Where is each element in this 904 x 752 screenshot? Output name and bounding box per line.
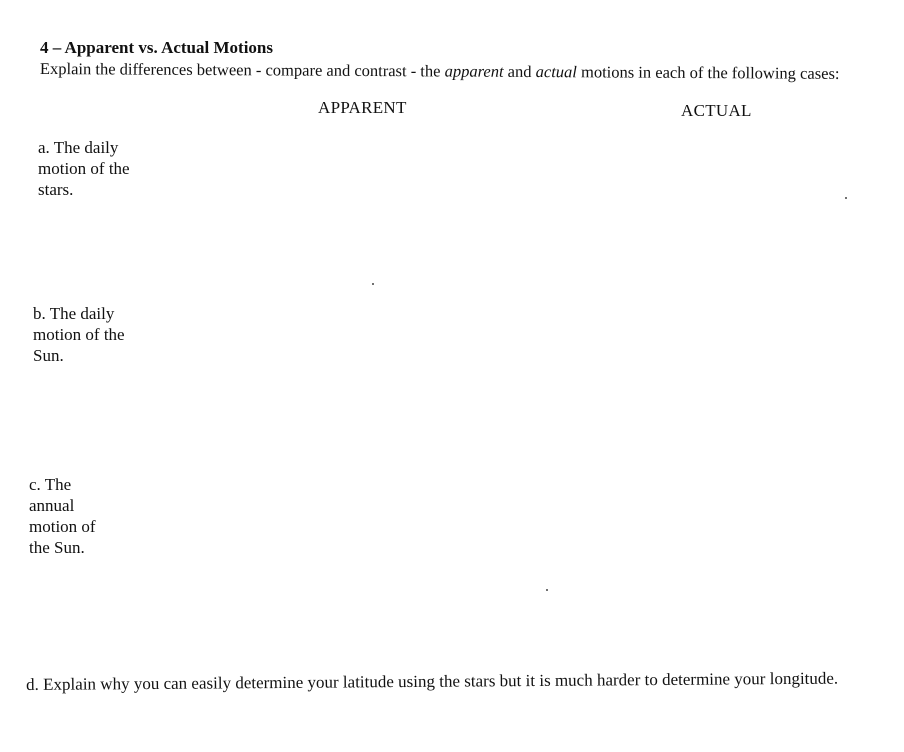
section-title: 4 – Apparent vs. Actual Motions — [40, 38, 273, 57]
instructions-actual-emphasis: actual — [535, 62, 577, 82]
scan-speck — [845, 197, 847, 199]
instructions-text-3: motions in each of the following cases: — [576, 62, 840, 83]
question-d: d. Explain why you can easily determine your latitude using the stars but it is much harder to determine your longitude. — [26, 668, 839, 694]
case-c-label: c. The annual motion of the Sun. — [29, 475, 96, 557]
scan-speck — [372, 283, 374, 285]
instructions-text-1: Explain the differences between - compare and contrast - the — [39, 59, 445, 81]
instructions-apparent-emphasis: apparent — [444, 61, 504, 81]
case-b-label: b. The daily motion of the Sun. — [33, 304, 125, 365]
column-header-apparent: APPARENT — [318, 98, 407, 117]
case-a-label: a. The daily motion of the stars. — [38, 138, 130, 199]
instructions — [40, 60, 890, 83]
scan-speck — [546, 589, 548, 591]
column-header-actual: ACTUAL — [681, 101, 752, 120]
instructions-text-2: and — [503, 61, 536, 82]
